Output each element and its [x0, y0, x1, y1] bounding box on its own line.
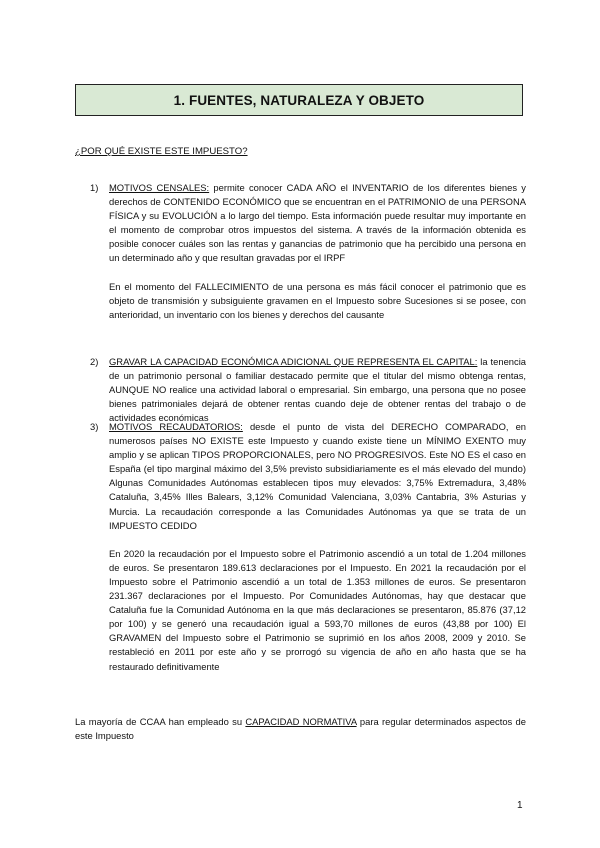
- page-number: 1: [517, 800, 523, 811]
- item-extra-paragraph: En 2020 la recaudación por el Impuesto sobre el Patrimonio ascendió a un total de 1.204 millones de euros. Se presentaron 189.613 declaraciones por el Impuesto. En 2021 la recaudación por el Impuesto sobre el Patrimonio ascendió a un total de 1.353 millones de euros. Se presentaron 231.367 declaraciones por el Impuesto. Por Comunidades Autónomas, hay que destacar que Cataluña fue la Comunidad Autónoma en la que más declaraciones se presentaron, 85.876 (37,12 por 100) y se generó una recaudación igual a 593,70 millones de euros (43,88 por 100) El GRAVAMEN del Impuesto sobre el Patrimonio se suprimió en los años 2008, 2009 y 2010. Se restableció en 2011 por este año y se prorrogó su vigencia de año en año hasta que se ha restaurado definitivamente: [109, 547, 526, 672]
- item-number: 3): [90, 421, 99, 432]
- list-item: [90, 181, 526, 322]
- item-heading: GRAVAR LA CAPACIDAD ECONÓMICA ADICIONAL QUE REPRESENTA EL CAPITAL:: [109, 356, 478, 367]
- item-paragraph: [109, 420, 526, 533]
- closing-text-before: La mayoría de CCAA han empleado su: [75, 716, 246, 727]
- item-heading: MOTIVOS RECAUDATORIOS:: [109, 421, 243, 432]
- list-item: [90, 420, 526, 674]
- item-text: desde el punto de vista del DERECHO COMPARADO, en numerosos países NO EXISTE este Impuesto y cuando existe tiene un MÍNIMO EXENTO muy amplio y se aplican TIPOS PROPORCIONALES, pero NO PROGRESIVOS. Este NO ES el caso en España (el tipo marginal máximo del 3,5% previsto subsidiariamente es el más elevado del mundo) Algunas Comunidades Autónomas establecen tipos muy elevados: 3,75% Extremadura, 3,48% Cataluña, 3,45% Illes Balears, 3,12% Comunidad Valenciana, 3,03% Cantabria, 3% Asturias y Murcia. La recaudación corresponde a las Comunidades Autónomas ya que se trata de un IMPUESTO CEDIDO: [109, 421, 526, 531]
- item-number: 1): [90, 182, 99, 193]
- item-heading: MOTIVOS CENSALES:: [109, 182, 210, 193]
- closing-text-after: para regular determinados aspectos de este Impuesto: [75, 716, 526, 741]
- section-title-box: [75, 84, 523, 116]
- item-extra-paragraph: En el momento del FALLECIMIENTO de una persona es más fácil conocer el patrimonio que es objeto de transmisión y subsiguiente gravamen en el Impuesto sobre Sucesiones si se posee, con anterioridad, un inventario con los bienes y derechos del causante: [109, 280, 526, 320]
- question-heading: ¿POR QUÉ EXISTE ESTE IMPUESTO?: [75, 146, 248, 157]
- closing-underlined: CAPACIDAD NORMATIVA: [245, 716, 357, 727]
- item-paragraph: [109, 181, 526, 266]
- item-number: 2): [90, 356, 99, 367]
- item-text: permite conocer CADA AÑO el INVENTARIO de los diferentes bienes y derechos de CONTENIDO ECONÓMICO que se encuentran en el PATRIMONIO de una PERSONA FÍSICA y su EVOLUCIÓN a lo largo del tiempo. Esta información puede resultar muy importante en el momento de comprobar otros impuestos del sistema. A través de la información obtenida es posible conocer cuáles son las rentas y ganancias de patrimonio que ha percibido una persona en un determinado año y que resultan gravadas por el IRPF: [109, 182, 526, 264]
- item-text: la tenencia de un patrimonio personal o familiar destacado permite que el titular del mismo obtenga rentas, AUNQUE NO realice una actividad laboral o empresarial. Sin embargo, una persona que no posee bienes patrimoniales dejará de obtener rentas cuando deje de obtener rentas del trabajo o de actividades económicas: [109, 356, 526, 424]
- closing-paragraph: [75, 715, 526, 743]
- section-title: 1. FUENTES, NATURALEZA Y OBJETO: [173, 92, 425, 108]
- list-item: [90, 355, 526, 425]
- item-paragraph: [109, 355, 526, 425]
